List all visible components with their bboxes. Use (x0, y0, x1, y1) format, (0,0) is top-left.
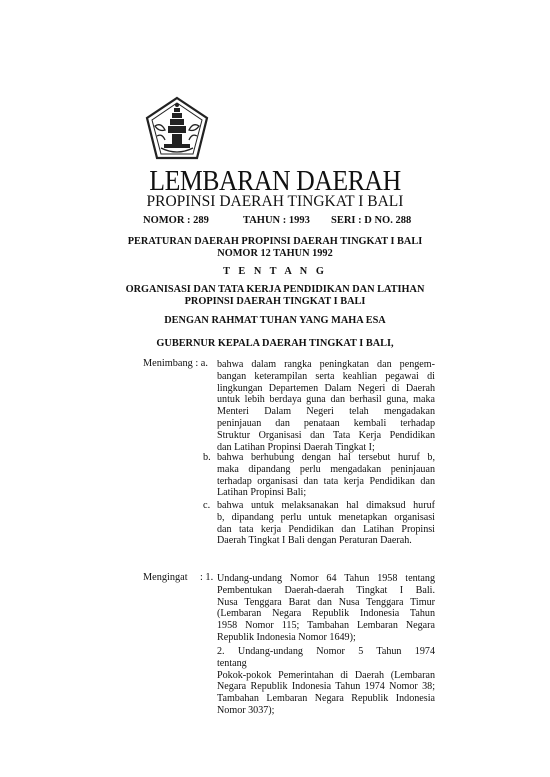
text-line: terhadap organisasi dan tata kerja Pendidikan dan (217, 475, 435, 487)
text-line: bangan keterampilan serta keahlian pegawai di (217, 370, 435, 382)
text-line: dan Latihan Propinsi Daerah Tingkat I; (217, 441, 375, 453)
menimbang-c-letter: c. (203, 500, 211, 511)
mengingat-label: Mengingat (143, 572, 188, 583)
text-line: Undang-undang Nomor 64 Tahun 1958 tentang (217, 573, 435, 584)
menimbang-label: Menimbang : a. (143, 358, 208, 369)
text-line: Tambahan Lembaran Negara Republik Indonesia (217, 693, 435, 705)
nomor-label: NOMOR : 289 (143, 215, 209, 226)
tentang-heading: T E N T A N G (223, 266, 327, 277)
invocation: DENGAN RAHMAT TUHAN YANG MAHA ESA (164, 315, 386, 326)
text-line: Daerah Tingkat I Bali dengan Peraturan Daerah. (217, 535, 412, 547)
text-line: Nomor 3037); (217, 704, 275, 716)
text-line: untuk lebih berdaya guna dan berhasil guna, maka (217, 394, 435, 406)
text-line: bahwa dalam rangka peningkatan dan pengem- (217, 359, 435, 370)
text-line: Struktur Organisasi dan Tata Kerja Pendidikan (217, 429, 435, 441)
regulation-title-line2: NOMOR 12 TAHUN 1992 (217, 248, 333, 259)
text-line: tentang (217, 657, 247, 669)
text-line: Latihan Propinsi Bali; (217, 487, 307, 499)
text-line: lingkungan Departemen Dalam Negeri di Daerah (217, 382, 435, 394)
text-line: bahwa untuk melaksanakan hal dimaksud huruf (217, 500, 435, 511)
text-line: bahwa berhubung dengan hal tersebut huruf b, (217, 452, 435, 463)
text-line: 2. Undang-undang Nomor 5 Tahun 1974 (217, 646, 435, 657)
text-line: Republik Indonesia Nomor 1649); (217, 631, 356, 643)
bali-emblem-logo (143, 96, 211, 166)
menimbang-a-paragraph (217, 359, 435, 453)
text-line: maka dipandang perlu mengadakan peninjauan (217, 463, 435, 475)
mengingat-colon: : 1. (200, 572, 214, 583)
menimbang-c-paragraph (217, 500, 435, 547)
regulation-title-line1: PERATURAN DAERAH PROPINSI DAERAH TINGKAT I BALI (127, 236, 423, 247)
tahun-label: TAHUN : 1993 (243, 215, 310, 226)
document-title: LEMBARAN DAERAH (149, 166, 401, 197)
text-line: Pembentukan Daerah-daerah Tingkat I Bali. (217, 584, 435, 596)
text-line: Nusa Tenggara Barat dan Nusa Tenggara Timur (217, 596, 435, 608)
subject-line2: PROPINSI DAERAH TINGKAT I BALI (184, 296, 366, 307)
text-line: Negara Republik Indonesia Tahun 1974 Nomor 38; (217, 681, 435, 693)
text-line: Menteri Dalam Negeri telah mengadakan (217, 406, 435, 418)
mengingat-item2-paragraph (217, 646, 435, 717)
mengingat-item1-paragraph (217, 573, 435, 644)
text-line: (Lembaran Negara Republik Indonesia Tahun (217, 608, 435, 620)
menimbang-b-letter: b. (203, 452, 211, 463)
text-line: Pokok-pokok Pemerintahan di Daerah (Lembaran (217, 669, 435, 681)
text-line: b, dipandang perlu untuk menetapkan organisasi (217, 511, 435, 523)
menimbang-b-paragraph (217, 452, 435, 499)
text-line: peninjauan dan penataan kembali terhadap (217, 417, 435, 429)
governor-heading: GUBERNUR KEPALA DAERAH TINGKAT I BALI, (156, 338, 394, 349)
subject-line1: ORGANISASI DAN TATA KERJA PENDIDIKAN DAN LATIHAN (125, 284, 425, 295)
text-line: 1958 Nomor 115; Tambahan Lembaran Negara (217, 620, 435, 632)
seri-label: SERI : D NO. 288 (331, 215, 412, 226)
text-line: dan tata kerja Pendidikan dan Latihan Propinsi (217, 523, 435, 535)
document-subtitle: PROPINSI DAERAH TINGKAT I BALI (146, 193, 404, 210)
